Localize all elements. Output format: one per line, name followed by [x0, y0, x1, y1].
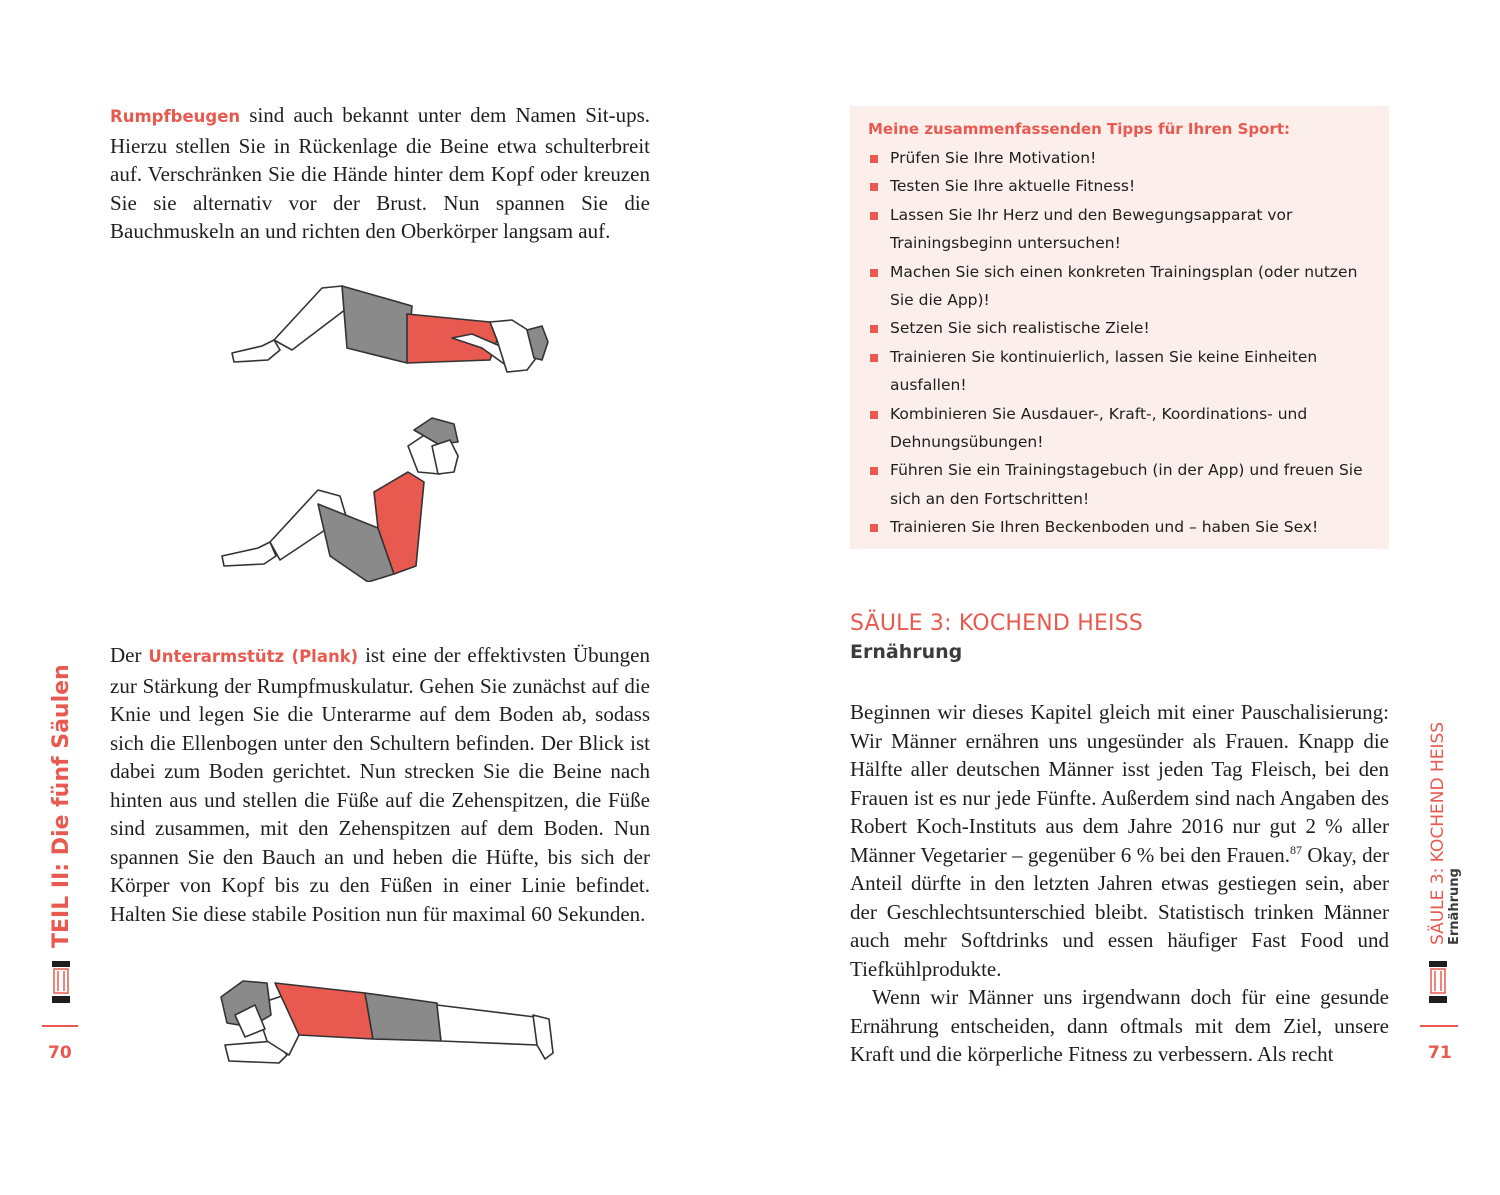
tip-item: Kombinieren Sie Ausdauer-, Kraft-, Koordinations- und Dehnungsübungen! — [868, 400, 1371, 457]
tip-item: Trainieren Sie kontinuierlich, lassen Sie keine Einheiten ausfallen! — [868, 343, 1371, 400]
nutrition-text — [850, 698, 1389, 1069]
tips-title: Meine zusammenfassenden Tipps für Ihren Sport: — [868, 120, 1291, 138]
bullet-square-icon — [870, 325, 878, 333]
bullet-square-icon — [870, 411, 878, 419]
tip-item: Testen Sie Ihre aktuelle Fitness! — [868, 172, 1371, 200]
section-title: SÄULE 3: KOCHEND HEISS — [850, 611, 1144, 636]
tips-box — [850, 106, 1389, 549]
bullet-square-icon — [870, 155, 878, 163]
paragraph-plank-text: ist eine der effektivsten Übungen zur Stärkung der Rumpfmuskulatur. Gehen Sie zunächst auf die Knie und legen Sie die Unterarme auf dem Boden ab, sodass sich die Ellenbogen unter den Schultern befinden. Der Blick ist dabei zum Boden gerichtet. Nun strecken Sie die Beine nach hinten aus und stellen die Füße auf die Zehenspitzen, die Füße sind zusammen, mit den Zehenspitzen auf dem Boden. Nun spannen Sie den Bauch an und heben die Hüfte, bis sich der Körper von Kopf bis zu den Füßen in einer Linie befindet. Halten Sie diese stabile Position nun für maximal 60 Sekunden. — [110, 643, 651, 926]
nutrition-paragraph-2: Wenn wir Männer uns irgendwann doch für eine gesunde Ernährung entscheiden, dann oftmals mit dem Ziel, unsere Kraft und die körperliche Fitness zu verbessern. Als recht — [850, 985, 1389, 1066]
bullet-square-icon — [870, 467, 878, 475]
situp-raised-illustration — [218, 416, 468, 582]
plank-illustration — [215, 975, 560, 1075]
bullet-square-icon — [870, 524, 878, 532]
pillar-icon — [1429, 961, 1447, 1003]
chapter-side-label: TEIL II: Die fünf Säulen — [49, 664, 74, 948]
page-number-rule — [1420, 1025, 1458, 1027]
paragraph-plank — [110, 641, 650, 928]
page-number-right: 71 — [1428, 1043, 1452, 1063]
tips-list — [868, 144, 1371, 542]
nutrition-paragraph-1: Beginnen wir dieses Kapitel gleich mit einer Pauschalisierung: Wir Männer ernähren uns ungesünder als Frauen. Knapp die Hälfte aller deutschen Männer isst jeden Tag Fleisch, bei den Frauen ist es nur jede Fünfte. Außerdem sind nach Angaben des Robert Koch-Instituts aus dem Jahre 2016 nur gut 2 % aller Männer Vegetarier – gegenüber 6 % bei den Frauen.$^{87}$ Okay, der Anteil dürfte in den letzten Jahren etwas gestiegen sein, aber der Geschlechtsunterschied bleibt. Statistisch trinken Männer auch mehr Softdrinks und essen häufiger Fast Food und Tiefkühlprodukte. — [850, 700, 1389, 981]
paragraph-situps-text: sind auch bekannt unter dem Namen Sit-ups. Hierzu stellen Sie in Rückenlage die Beine etwa schulterbreit auf. Verschränken Sie die Hände hinter dem Kopf oder kreuzen Sie sie alternativ vor der Brust. Nun spannen Sie die Bauchmuskeln an und richten den Oberkörper langsam auf. — [110, 103, 650, 243]
tip-item: Führen Sie ein Trainingstagebuch (in der App) und freuen Sie sich an den Fortschritten! — [868, 456, 1371, 513]
bullet-square-icon — [870, 212, 878, 220]
tip-item: Lassen Sie Ihr Herz und den Bewegungsapparat vor Trainingsbeginn untersuchen! — [868, 201, 1371, 258]
situp-lying-illustration — [222, 278, 552, 388]
bullet-square-icon — [870, 183, 878, 191]
tip-item: Trainieren Sie Ihren Beckenboden und – haben Sie Sex! — [868, 513, 1371, 541]
pillar-icon — [52, 961, 70, 1003]
term-plank: Unterarmstütz (Plank) — [148, 647, 359, 666]
paragraph-plank-intro: Der — [110, 643, 149, 667]
tip-item: Setzen Sie sich realistische Ziele! — [868, 314, 1371, 342]
tip-item: Machen Sie sich einen konkreten Trainingsplan (oder nutzen Sie die App)! — [868, 258, 1371, 315]
section-subtitle: Ernährung — [850, 641, 963, 663]
term-rumpfbeugen: Rumpfbeugen — [110, 107, 241, 126]
page-number-left: 70 — [48, 1043, 72, 1063]
bullet-square-icon — [870, 354, 878, 362]
paragraph-situps — [110, 101, 650, 246]
footnote-ref: 87 — [1289, 842, 1302, 857]
bullet-square-icon — [870, 269, 878, 277]
page-number-rule — [42, 1025, 78, 1027]
section-side-label: SÄULE 3: KOCHEND HEISS Ernährung — [1428, 721, 1462, 945]
tip-item: Prüfen Sie Ihre Motivation! — [868, 144, 1371, 172]
